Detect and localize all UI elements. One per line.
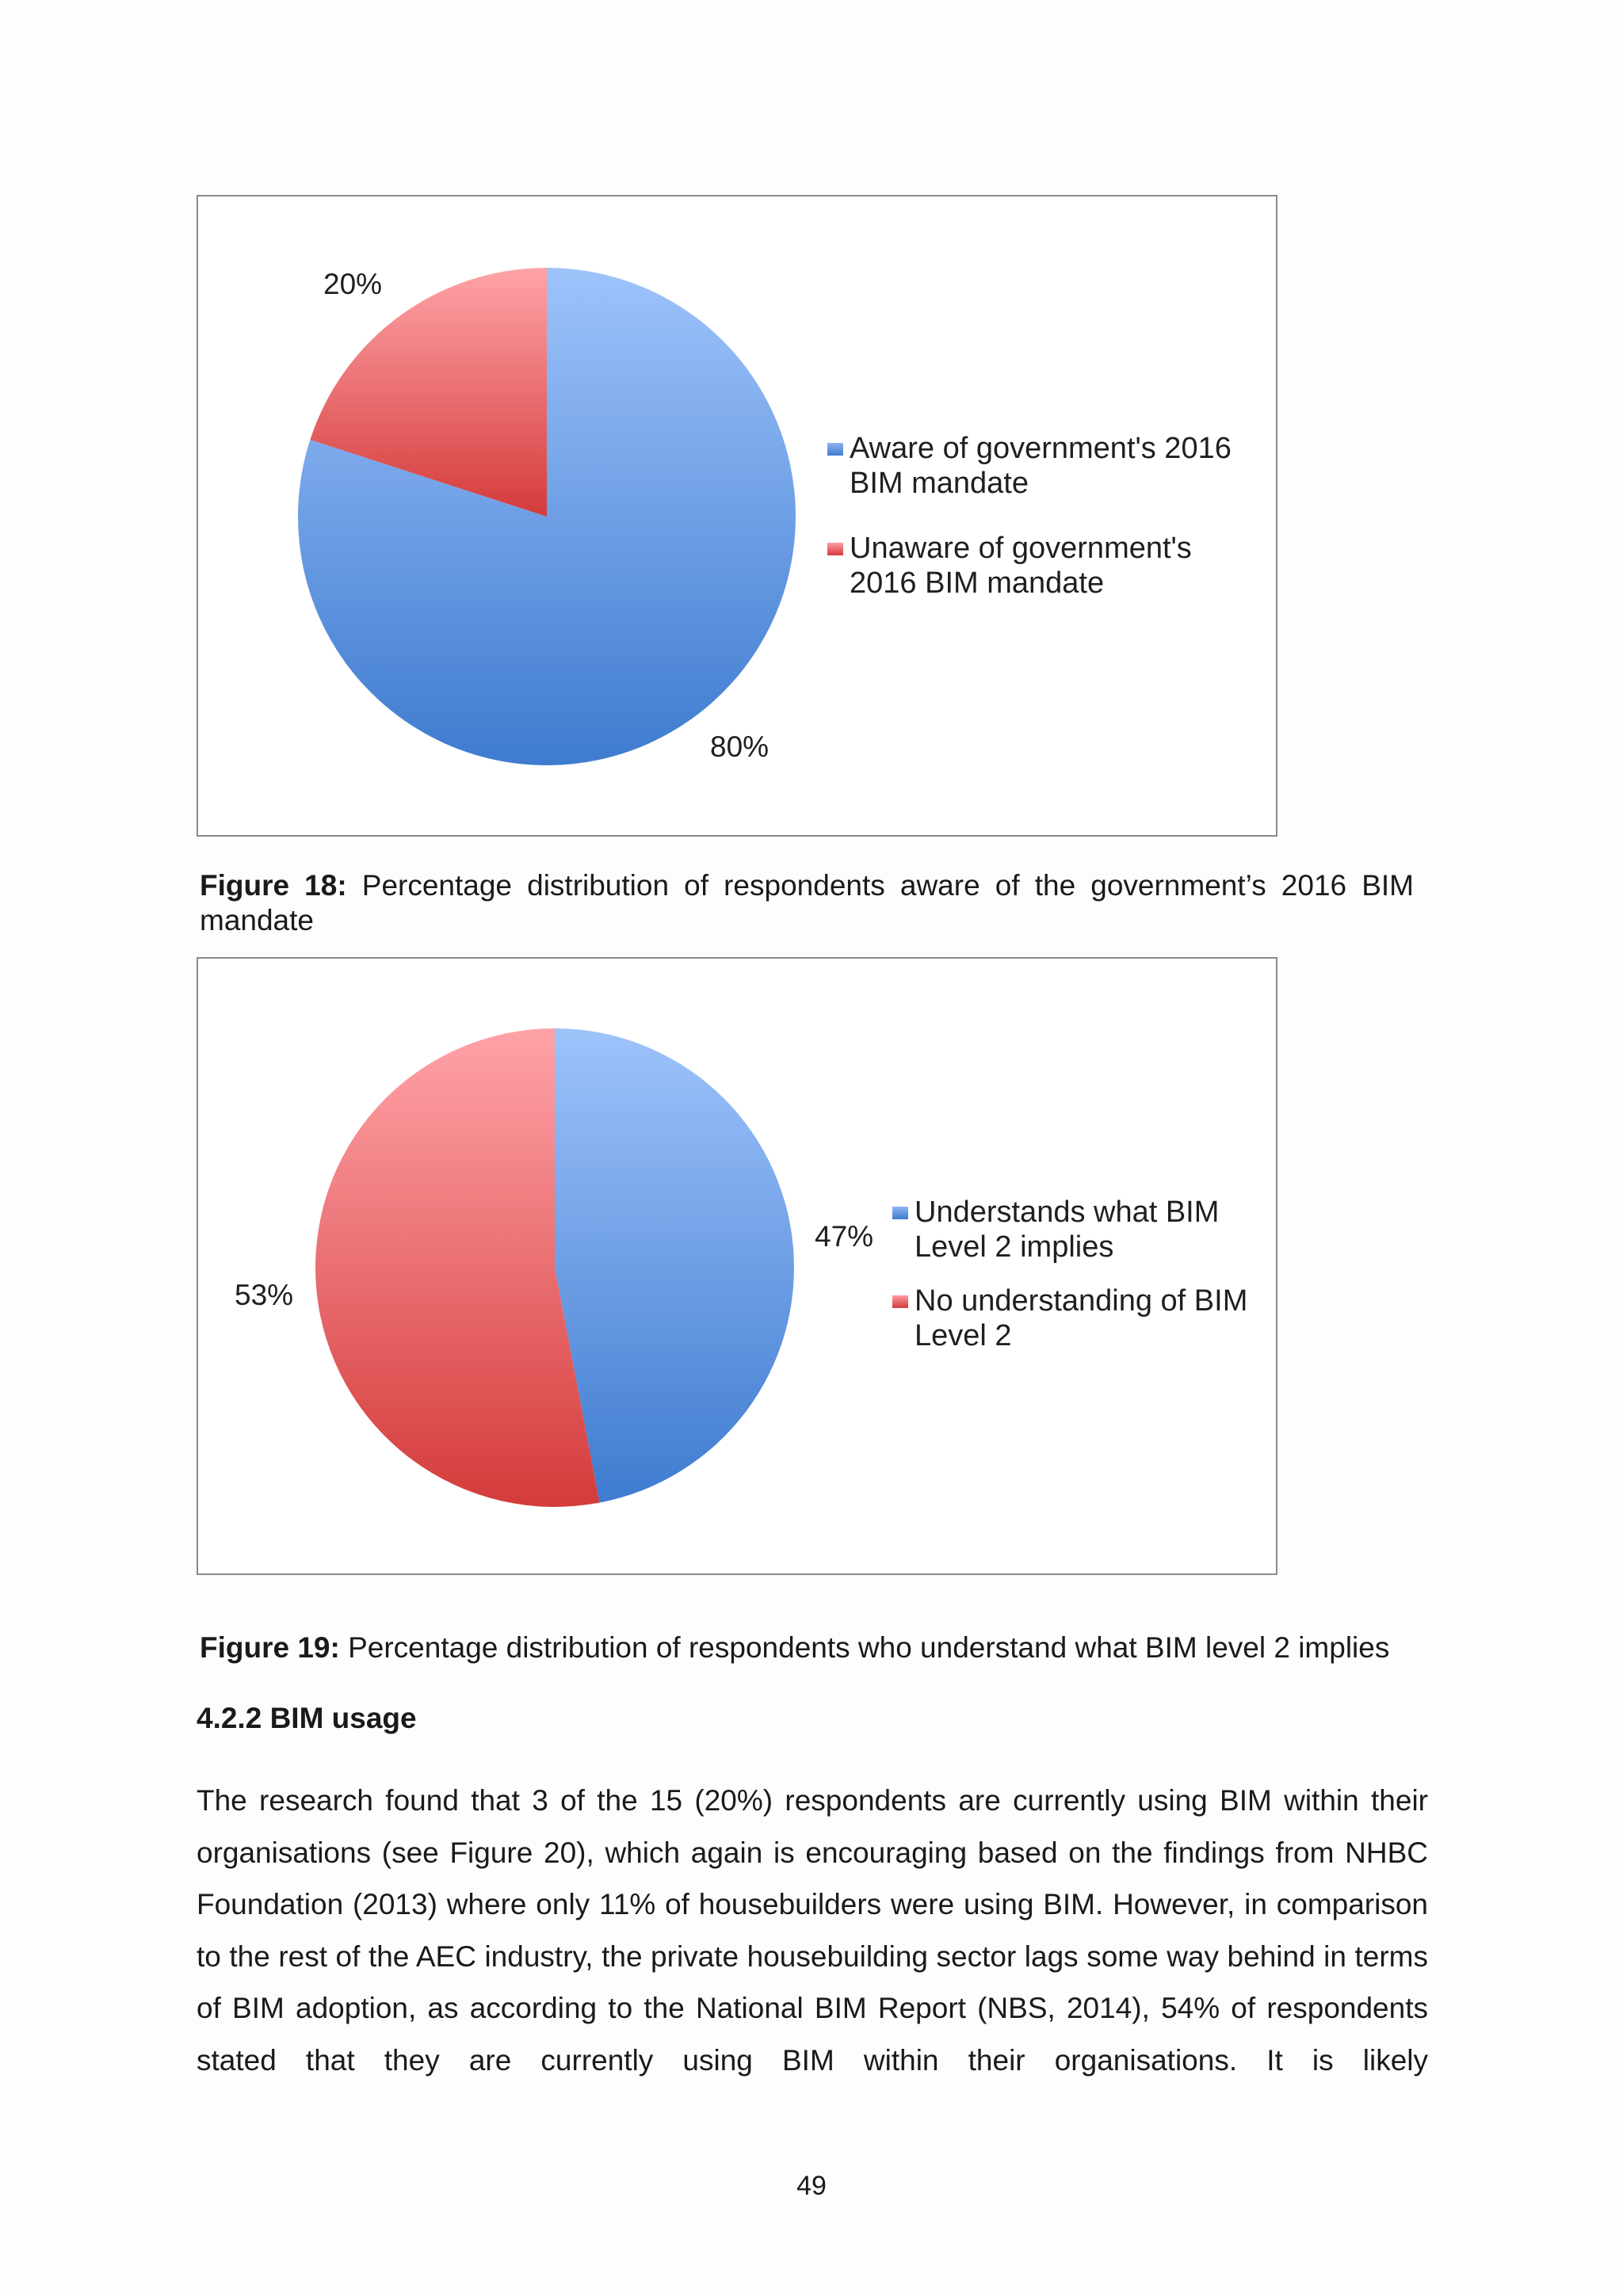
legend-swatch-red xyxy=(892,1295,908,1308)
figure-18-caption xyxy=(200,868,1414,938)
data-label-aware: 80% xyxy=(710,730,769,763)
legend xyxy=(892,1195,1247,1353)
figure-19-caption xyxy=(200,1630,1414,1665)
legend-label-line: BIM mandate xyxy=(850,467,1029,500)
legend-swatch-blue xyxy=(827,443,843,456)
data-label-unaware: 20% xyxy=(323,268,383,300)
legend-label-line: 2016 BIM mandate xyxy=(850,566,1105,600)
pie-slice-understands xyxy=(555,1028,794,1503)
legend xyxy=(827,431,1232,601)
data-label-no-understanding: 53% xyxy=(235,1279,294,1311)
caption-label: Figure 19: xyxy=(200,1631,340,1664)
page-number: 49 xyxy=(796,2171,827,2201)
section-heading: 4.2.2 BIM usage xyxy=(197,1702,417,1734)
legend-label-line: Understands what BIM xyxy=(915,1196,1220,1229)
legend-item-aware xyxy=(827,431,1232,501)
legend-label-line: Unaware of government's xyxy=(850,532,1192,565)
legend-label-line: Level 2 implies xyxy=(915,1230,1114,1264)
legend-label-line: Aware of government's 2016 xyxy=(850,432,1232,465)
caption-label: Figure 18: xyxy=(200,869,347,902)
legend-item-unaware xyxy=(827,531,1232,601)
legend-item-understands xyxy=(892,1195,1247,1264)
caption-text: Percentage distribution of respondents aware of the government’s 2016 BIM mandate xyxy=(200,869,1414,936)
legend-swatch-red xyxy=(827,543,843,555)
body-paragraph: The research found that 3 of the 15 (20%) respondents are currently using BIM within their organisations (see Figure 20), which again is encouraging based on the findings from NHBC Foundation (2013) where only 11% of housebuilders were using BIM. However, in comparison to the rest of the AEC industry, the private housebuilding sector lags some way behind in terms of BIM adoption, as according to the National BIM Report (NBS, 2014), 54% of respondents stated that they are currently using BIM within their organisations. It is likely xyxy=(197,1784,1428,2077)
legend-label-line: Level 2 xyxy=(915,1319,1012,1352)
chart-figure-18 xyxy=(197,195,1277,837)
legend-label-line: No understanding of BIM xyxy=(915,1284,1248,1318)
caption-text: Percentage distribution of respondents who understand what BIM level 2 implies xyxy=(339,1631,1390,1664)
data-label-understands: 47% xyxy=(815,1220,874,1253)
chart-figure-19 xyxy=(197,957,1277,1575)
legend-item-no-understanding xyxy=(892,1283,1247,1353)
legend-swatch-blue xyxy=(892,1207,908,1219)
